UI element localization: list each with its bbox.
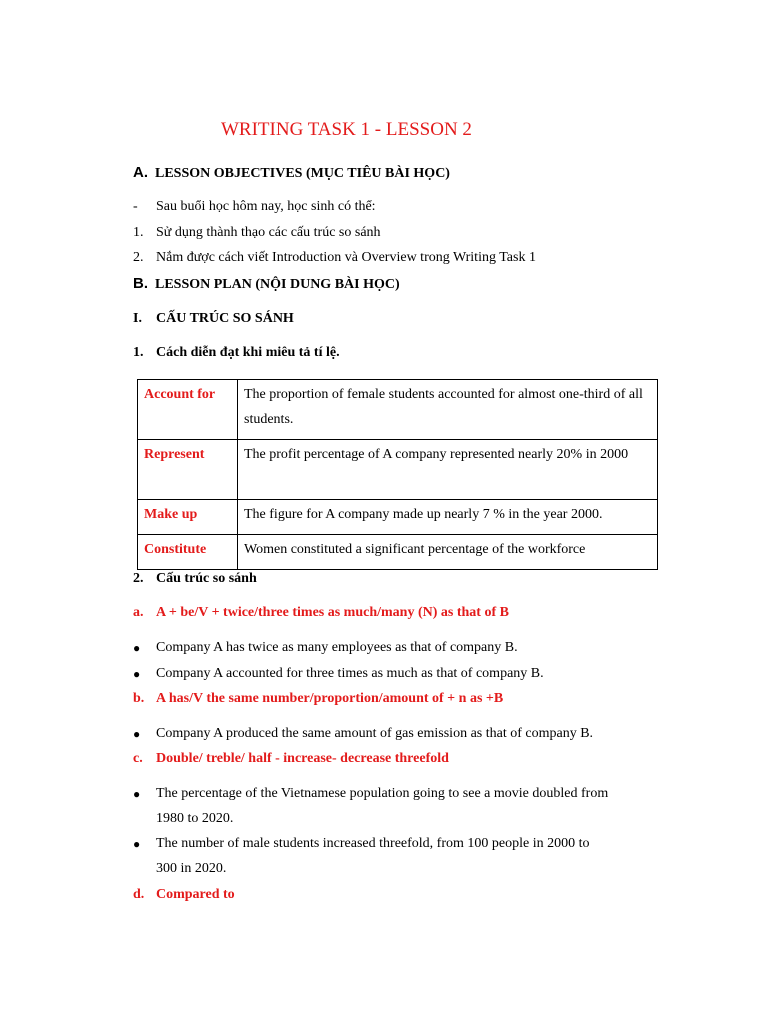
structure-marker: d. [133, 887, 145, 902]
table-example-cell: The proportion of female students accounted for almost one-third of all students. [238, 380, 658, 440]
table-term-cell: Represent [138, 440, 238, 500]
table-term-cell: Make up [138, 500, 238, 535]
sub-marker: 2. [133, 571, 144, 586]
table-example-cell: Women constituted a significant percentage of the workforce [238, 535, 658, 570]
proportion-table [137, 379, 658, 570]
example-text: Company A produced the same amount of gas emission as that of company B. [156, 726, 594, 741]
section-a-heading [133, 164, 450, 182]
bullet-icon: ● [133, 727, 141, 741]
example-text-line-2: 1980 to 2020. [156, 811, 234, 826]
section-b-heading [133, 275, 400, 293]
table-example-cell: The profit percentage of A company represented nearly 20% in 2000 [238, 440, 658, 500]
structure-marker: c. [133, 751, 143, 766]
sub-marker: 1. [133, 345, 144, 360]
section-b-title: LESSON PLAN (NỘI DUNG BÀI HỌC) [155, 277, 400, 292]
section-a-title: LESSON OBJECTIVES (MỤC TIÊU BÀI HỌC) [155, 166, 450, 181]
section-b-letter: B. [133, 275, 148, 292]
example-text-line-2: 300 in 2020. [156, 861, 227, 876]
bullet-icon: ● [133, 667, 141, 681]
example-text: Company A accounted for three times as much as that of company B. [156, 666, 544, 681]
example-text-line-1: The percentage of the Vietnamese population going to see a movie doubled from [156, 786, 609, 801]
structure-text: A + be/V + twice/three times as much/many (N) as that of B [156, 605, 509, 620]
list-text: Sử dụng thành thạo các cấu trúc so sánh [156, 225, 381, 240]
table-row [138, 535, 658, 570]
table-example-cell: The figure for A company made up nearly 7 % in the year 2000. [238, 500, 658, 535]
table-term-cell: Constitute [138, 535, 238, 570]
bullet-icon: ● [133, 837, 141, 851]
bullet-icon: ● [133, 641, 141, 655]
part-title: CẤU TRÚC SO SÁNH [156, 311, 294, 326]
structure-marker: a. [133, 605, 144, 620]
list-marker: 2. [133, 250, 144, 265]
table-row [138, 500, 658, 535]
list-text: Nắm được cách viết Introduction và Overview trong Writing Task 1 [156, 250, 536, 265]
section-a-letter: A. [133, 164, 148, 181]
structure-text: Double/ treble/ half - increase- decrease threefold [156, 751, 449, 766]
sub-title: Cách diễn đạt khi miêu tả tí lệ. [156, 345, 340, 360]
table-term-cell: Account for [138, 380, 238, 440]
list-marker: - [133, 199, 138, 214]
example-text-line-1: The number of male students increased threefold, from 100 people in 2000 to [156, 836, 590, 851]
sub-title: Cấu trúc so sánh [156, 571, 257, 586]
structure-marker: b. [133, 691, 145, 706]
table-row [138, 440, 658, 500]
structure-text: Compared to [156, 887, 235, 902]
list-marker: 1. [133, 225, 144, 240]
table-row [138, 380, 658, 440]
list-text: Sau buổi học hôm nay, học sinh có thể: [156, 199, 376, 214]
part-marker: I. [133, 311, 142, 326]
example-text: Company A has twice as many employees as that of company B. [156, 640, 518, 655]
page-title: WRITING TASK 1 - LESSON 2 [221, 119, 472, 140]
bullet-icon: ● [133, 787, 141, 801]
structure-text: A has/V the same number/proportion/amount of + n as +B [156, 691, 504, 706]
